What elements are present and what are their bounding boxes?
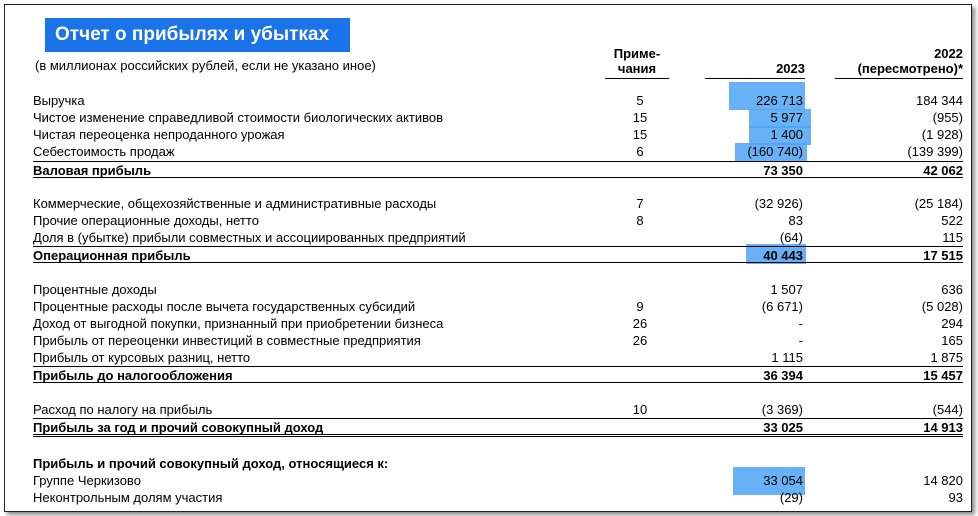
line-item-row	[33, 349, 963, 366]
note-reference: 26	[632, 316, 648, 331]
notes-header-line2: чания	[617, 61, 657, 76]
note-reference: 8	[636, 213, 644, 228]
value-2023: 83	[788, 213, 803, 228]
total-row	[33, 366, 963, 383]
value-2022: 294	[941, 316, 963, 331]
line-item-label: Расход по налогу на прибыль	[33, 402, 213, 417]
value-2022: 1 875	[930, 350, 963, 365]
value-2022: (544)	[932, 402, 963, 417]
note-reference: 7	[636, 196, 644, 211]
total-row	[33, 246, 963, 263]
value-2022: 14 913	[923, 420, 963, 435]
value-2023: 1 400	[770, 127, 803, 142]
line-item-row	[33, 472, 963, 489]
line-item-label: Прибыль до налогообложения	[33, 368, 233, 383]
statement-frame	[4, 4, 972, 512]
value-2022: 636	[941, 282, 963, 297]
notes-column-header	[605, 46, 669, 76]
notes-header-line1: Приме-	[613, 46, 661, 61]
line-item-label: Процентные доходы	[33, 282, 157, 297]
value-2022: 522	[941, 213, 963, 228]
value-2023: (3 369)	[761, 402, 803, 417]
line-item-row	[33, 92, 963, 109]
line-item-label: Коммерческие, общехозяйственные и административные расходы	[33, 196, 437, 211]
value-2022: 14 820	[923, 473, 963, 488]
value-2023: -	[798, 333, 803, 348]
line-item-row	[33, 126, 963, 143]
line-item-label: Доход от выгодной покупки, признанный при приобретении бизнеса	[33, 316, 444, 331]
value-2023: 36 394	[763, 368, 803, 383]
note-reference: 15	[632, 110, 648, 125]
value-2023: (6 671)	[761, 299, 803, 314]
line-item-label: Прибыль и прочий совокупный доход, относящиеся к:	[33, 456, 389, 471]
line-item-label: Валовая прибыль	[33, 163, 152, 178]
line-item-label: Неконтрольным долям участия	[33, 490, 223, 505]
line-item-label: Процентные расходы после вычета государственных субсидий	[33, 299, 416, 314]
value-2022: 42 062	[923, 163, 963, 178]
value-2023: 40 443	[763, 248, 803, 263]
line-item-row	[33, 455, 963, 472]
year-2022-header-line2: (пересмотрено)*	[857, 61, 963, 76]
units-note: (в миллионах российских рублей, если не указано иное)	[35, 58, 376, 73]
value-2023: 1 507	[770, 282, 803, 297]
value-2022: (139 399)	[907, 144, 963, 159]
line-item-row	[33, 212, 963, 229]
value-2022: 165	[941, 333, 963, 348]
value-2022: (955)	[932, 110, 963, 125]
value-2022: 15 457	[923, 368, 963, 383]
line-item-label: Операционная прибыль	[33, 248, 191, 263]
value-2023: 5 977	[770, 110, 803, 125]
line-item-row	[33, 195, 963, 212]
line-item-row	[33, 332, 963, 349]
value-2022: 115	[942, 230, 963, 245]
line-item-row	[33, 315, 963, 332]
line-item-row	[33, 229, 963, 246]
value-2023: 1 115	[771, 350, 803, 365]
line-item-row	[33, 401, 963, 418]
year-2022-header-underline	[835, 78, 963, 79]
line-item-label: Себестоимость продаж	[33, 144, 175, 159]
line-item-label: Группе Черкизово	[33, 473, 141, 488]
value-2023: 226 713	[756, 93, 803, 108]
value-2023: 33 054	[763, 473, 803, 488]
year-2023-header: 2023	[776, 61, 805, 76]
value-2023: 33 025	[763, 420, 803, 435]
value-2023: (160 740)	[747, 144, 803, 159]
year-2023-header-underline	[705, 78, 805, 79]
notes-header-underline	[605, 78, 669, 79]
value-2023: 73 350	[763, 163, 803, 178]
note-reference: 15	[632, 127, 648, 142]
line-item-row	[33, 281, 963, 298]
note-reference: 9	[636, 299, 644, 314]
line-item-label: Прибыль от переоценки инвестиций в совместные предприятия	[33, 333, 421, 348]
line-item-row	[33, 298, 963, 315]
value-2022: (5 028)	[921, 299, 963, 314]
line-item-row	[33, 109, 963, 126]
note-reference: 26	[632, 333, 648, 348]
value-2022: 93	[948, 490, 963, 505]
note-reference: 5	[636, 93, 644, 108]
year-2022-header-line1: 2022	[934, 46, 963, 61]
total-row	[33, 418, 963, 437]
value-2023: -	[798, 316, 803, 331]
value-2022: 184 344	[916, 93, 963, 108]
value-2023: (29)	[779, 490, 803, 505]
year-2022-header	[825, 46, 963, 76]
note-reference: 6	[636, 144, 644, 159]
value-2022: 17 515	[923, 248, 963, 263]
total-row	[33, 161, 963, 178]
value-2023: (32 926)	[754, 196, 803, 211]
line-item-label: Прибыль за год и прочий совокупный доход	[33, 420, 324, 435]
line-item-label: Доля в (убытке) прибыли совместных и ассоциированных предприятий	[33, 230, 466, 245]
line-item-label: Выручка	[33, 93, 85, 108]
note-reference: 10	[632, 402, 648, 417]
line-item-row	[33, 489, 963, 506]
line-item-label: Чистое изменение справедливой стоимости биологических активов	[33, 110, 444, 125]
value-2022: (1 928)	[921, 127, 963, 142]
statement-title: Отчет о прибылях и убытках	[45, 18, 350, 52]
line-item-row	[33, 143, 963, 160]
line-item-label: Прочие операционные доходы, нетто	[33, 213, 259, 228]
line-item-label: Прибыль от курсовых разниц, нетто	[33, 350, 251, 365]
value-2023: (64)	[779, 230, 803, 245]
line-item-label: Чистая переоценка непроданного урожая	[33, 127, 285, 142]
value-2022: (25 184)	[914, 196, 963, 211]
